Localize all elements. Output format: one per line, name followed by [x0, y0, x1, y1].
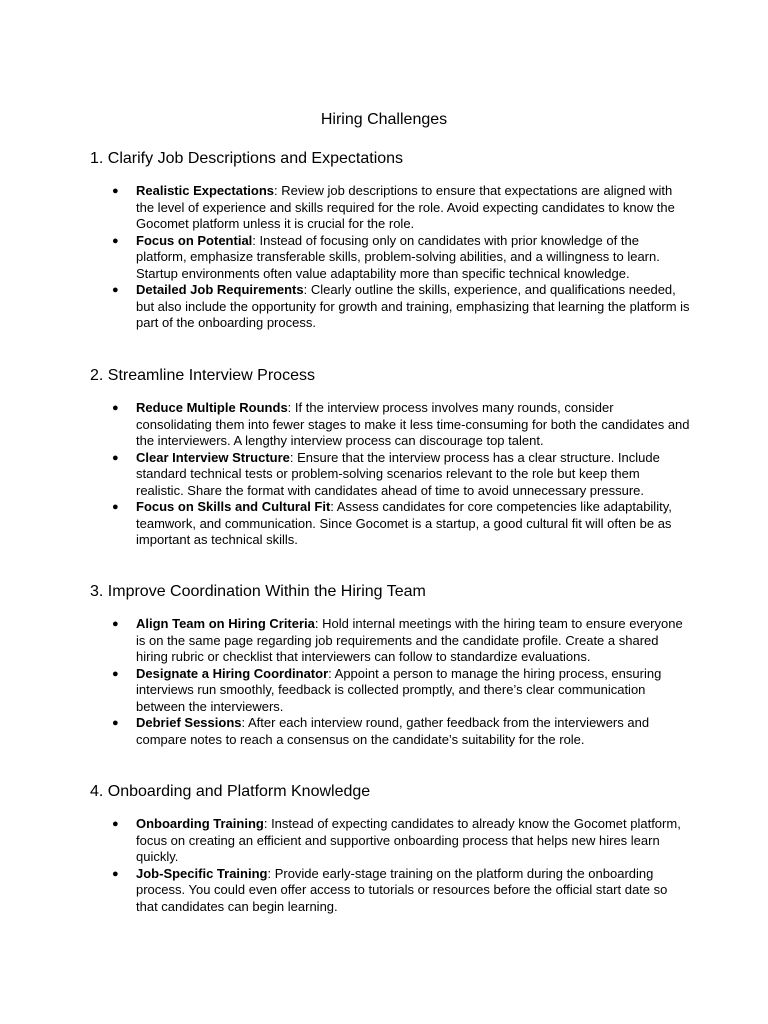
section-heading: 2. Streamline Interview Process: [90, 367, 315, 384]
item-text: : Provide early-stage training on the platform during the onboarding process. You could even offer access to tutorials or resources before the official start date so that candidates can begin learning.: [136, 865, 668, 914]
item-term: Job-Specific Training: [136, 865, 268, 881]
bullet-list: [90, 816, 690, 915]
bullet-icon: ●: [112, 618, 119, 630]
item-term: Focus on Skills and Cultural Fit: [136, 499, 331, 514]
item-term: Onboarding Training: [136, 816, 264, 831]
list-item: [90, 816, 690, 866]
section-heading: 4. Onboarding and Platform Knowledge: [90, 783, 371, 800]
bullet-icon: ●: [112, 284, 119, 296]
item-text: : Hold internal meetings with the hiring team to ensure everyone is on the same page regarding job requirements and the candidate profile. Create a shared hiring rubric or checklist that interviewers can follow to standardize evaluations.: [136, 616, 683, 664]
bullet-icon: ●: [112, 402, 119, 414]
bullet-icon: ●: [112, 234, 119, 247]
section-heading: 3. Improve Coordination Within the Hiring Team: [90, 583, 426, 600]
bullet-icon: ●: [112, 501, 119, 513]
list-item: [90, 715, 690, 748]
item-text: : Review job descriptions to ensure that expectations are aligned with the level of experience and skills required for the role. Avoid expecting candidates to know the Gocomet platform unless it is crucial for the role.: [136, 183, 675, 231]
list-item: [90, 866, 690, 916]
bullet-list: [90, 183, 690, 332]
list-item: [90, 499, 690, 549]
item-term: Designate a Hiring Coordinator: [136, 665, 329, 681]
bullet-icon: ●: [112, 818, 119, 830]
list-item: [90, 616, 690, 666]
item-text: : Appoint a person to manage the hiring process, ensuring interviews run smoothly, feedback is collected promptly, and there’s clear communication between the interviewers.: [136, 665, 662, 714]
item-term: Debrief Sessions: [136, 715, 242, 730]
item-text: : If the interview process involves many rounds, consider consolidating them into fewer stages to make it less time-consuming for both the candidates and the interviewers. A lengthy interview process can discourage top talent.: [136, 400, 690, 448]
list-item: [90, 233, 690, 283]
item-term: Reduce Multiple Rounds: [136, 400, 288, 415]
item-term: Detailed Job Requirements: [136, 282, 304, 297]
bullet-icon: ●: [112, 185, 119, 197]
list-item: [90, 666, 690, 716]
item-term: Focus on Potential: [136, 232, 253, 248]
section-heading: 1. Clarify Job Descriptions and Expectations: [90, 150, 404, 167]
item-term: Clear Interview Structure: [136, 449, 290, 465]
bullet-list: [90, 616, 690, 748]
item-text: : Instead of focusing only on candidates with prior knowledge of the platform, emphasize transferable skills, problem-solving abilities, and a willingness to learn. Startup environments often value adaptability more than specific technical knowledge.: [136, 232, 660, 281]
bullet-icon: ●: [112, 717, 119, 729]
bullet-icon: ●: [112, 451, 119, 464]
item-text: : Clearly outline the skills, experience, and qualifications needed, but also include the opportunity for growth and training, emphasizing that learning the platform is part of the onboarding process.: [136, 282, 690, 330]
item-term: Align Team on Hiring Criteria: [136, 616, 315, 631]
item-text: : Instead of expecting candidates to already know the Gocomet platform, focus on creating an efficient and supportive onboarding process that helps new hires learn quickly.: [136, 816, 681, 864]
bullet-icon: ●: [112, 867, 119, 880]
item-term: Realistic Expectations: [136, 183, 274, 198]
item-text: : After each interview round, gather feedback from the interviewers and compare notes to reach a consensus on the candidate’s suitability for the role.: [136, 715, 650, 747]
item-text: : Ensure that the interview process has a clear structure. Include standard technical tests or problem-solving scenarios relevant to the role but keep them realistic. Share the format with candidates ahead of time to avoid unnecessary pressure.: [136, 449, 660, 498]
list-item: [90, 400, 690, 450]
bullet-list: [90, 400, 690, 549]
document-title: Hiring Challenges: [320, 111, 448, 128]
item-text: : Assess candidates for core competencies like adaptability, teamwork, and communication. Since Gocomet is a startup, a good cultural fit will often be as important as technical skills.: [136, 499, 672, 547]
list-item: [90, 450, 690, 500]
bullet-icon: ●: [112, 667, 119, 680]
list-item: [90, 183, 690, 233]
list-item: [90, 282, 690, 332]
